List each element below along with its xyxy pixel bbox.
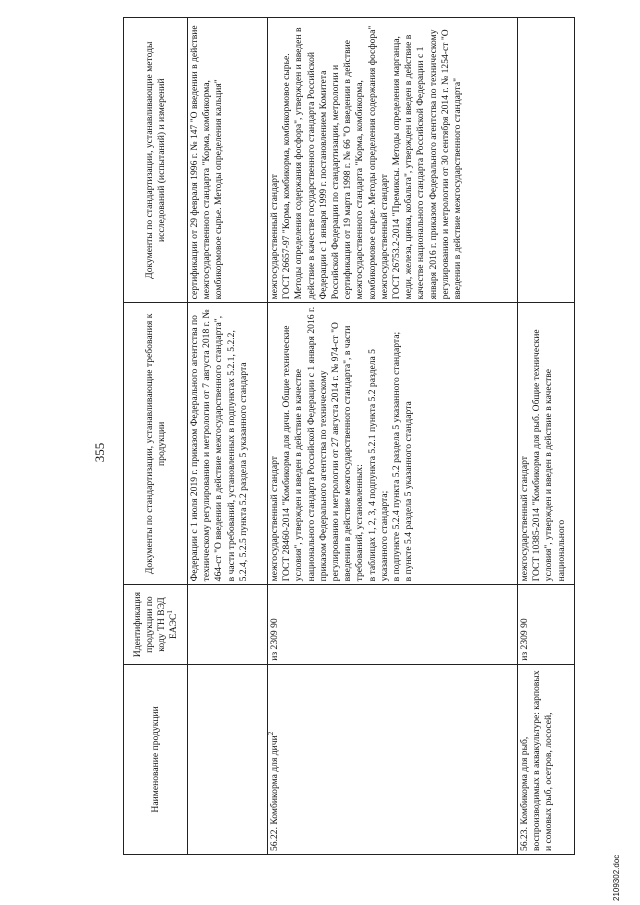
cell-name (188, 664, 268, 854)
header-product-name: Наименование продукции (124, 664, 188, 854)
page-number: 355 (92, 442, 107, 463)
header-tnved-code: Идентификация продукции по коду ТН ВЭД ЕАЭС$^1$ (124, 585, 188, 664)
cell-methods: межгосударственный стандарт ГОСТ 26657-97 "Корма, комбикорма, комбикормовое сырье. Методы определения содержания фосфора", утвержден и введен в действие в качестве государственного стандарта Российской Федерации с 1 января 1999 г. постановлением Комитета Российской Федерации по стандартизации, метрологии и сертификации от 19 марта 1998 г. № 66 "О введении в действие межгосударственного стандарта "Корма, комбикорма, комбикормовое сырье. Методы определения содержания фосфора" межгосударственный стандарт ГОСТ 26753.2-2014 "Премиксы. Методы определения марганца, меди, железа, цинка, кобальта", утвержден и введен в действие в качестве национального стандарта Российской Федерации с 1 января 2016 г. приказом Федерального агентства по техническому регулированию и метрологии от 30 сентября 2014 г. № 1254-ст "О введении в действие межгосударственного стандарта" (268, 18, 518, 303)
cell-name: 56.23. Комбикорма для рыб, воспроизводимых в аквакультуре: карповых и сомовых рыб, осетров, лососей, (518, 664, 575, 854)
cell-requirements: Федерации с 1 июля 2019 г. приказом Федерального агентства по техническому регулированию и метрологии от 7 августа 2018 г. № 464-ст "О введении в действие межгосударственного стандарта", в части требований, установленных в подпунктах 5.2.1, 5.2.2, 5.2.4, 5.2.5 пункта 5.2 раздела 5 указанного стандарта (188, 303, 268, 585)
cell-name: 56.22. Комбикорма для дичи$^2$ (268, 664, 518, 854)
name-footnote: 2 (266, 731, 275, 736)
cell-code (188, 585, 268, 664)
cell-code: из 2309 90 (518, 585, 575, 664)
header-code-footnote: 1 (165, 610, 174, 614)
standards-table (123, 17, 575, 855)
header-requirements-docs: Документы по стандартизации, устанавливающие требования к продукции (124, 303, 188, 585)
cell-requirements: межгосударственный стандарт ГОСТ 10385-2014 "Комбикорма для рыб. Общие технические условия", утвержден и введен в действие в качестве национального (518, 303, 575, 585)
cell-methods: сертификации от 29 февраля 1996 г. № 147 "О введении в действие межгосударственного стандарта "Корма, комбикорма, комбикормовое сырье. Методы определения кальция" (188, 18, 268, 303)
cell-methods (518, 18, 575, 303)
header-methods-docs: Документы по стандартизации, устанавливающие методы исследований (испытаний) и измерений (124, 18, 188, 303)
table-row (518, 18, 575, 855)
cell-requirements: межгосударственный стандарт ГОСТ 28460-2014 "Комбикорма для дичи. Общие технические условия", утвержден и введен в действие в качестве национального стандарта Российской Федерации с 1 января 2016 г. приказом Федерального агентства по техническому регулированию и метрологии от 27 августа 2014 г. № 974-ст "О введении в действие межгосударственного стандарта", в части требований, установленных: в таблицах 1, 2, 3, 4 подпункта 5.2.1 пункта 5.2 раздела 5 указанного стандарта; в подпункте 5.2.4 пункта 5.2 раздела 5 указанного стандарта; в пункте 5.4 раздела 5 указанного стандарта (268, 303, 518, 585)
cell-code: из 2309 90 (268, 585, 518, 664)
table-row (268, 18, 518, 855)
document-file-code: 2109302.doc (612, 854, 621, 901)
table-row (188, 18, 268, 855)
table-header-row (124, 18, 188, 855)
